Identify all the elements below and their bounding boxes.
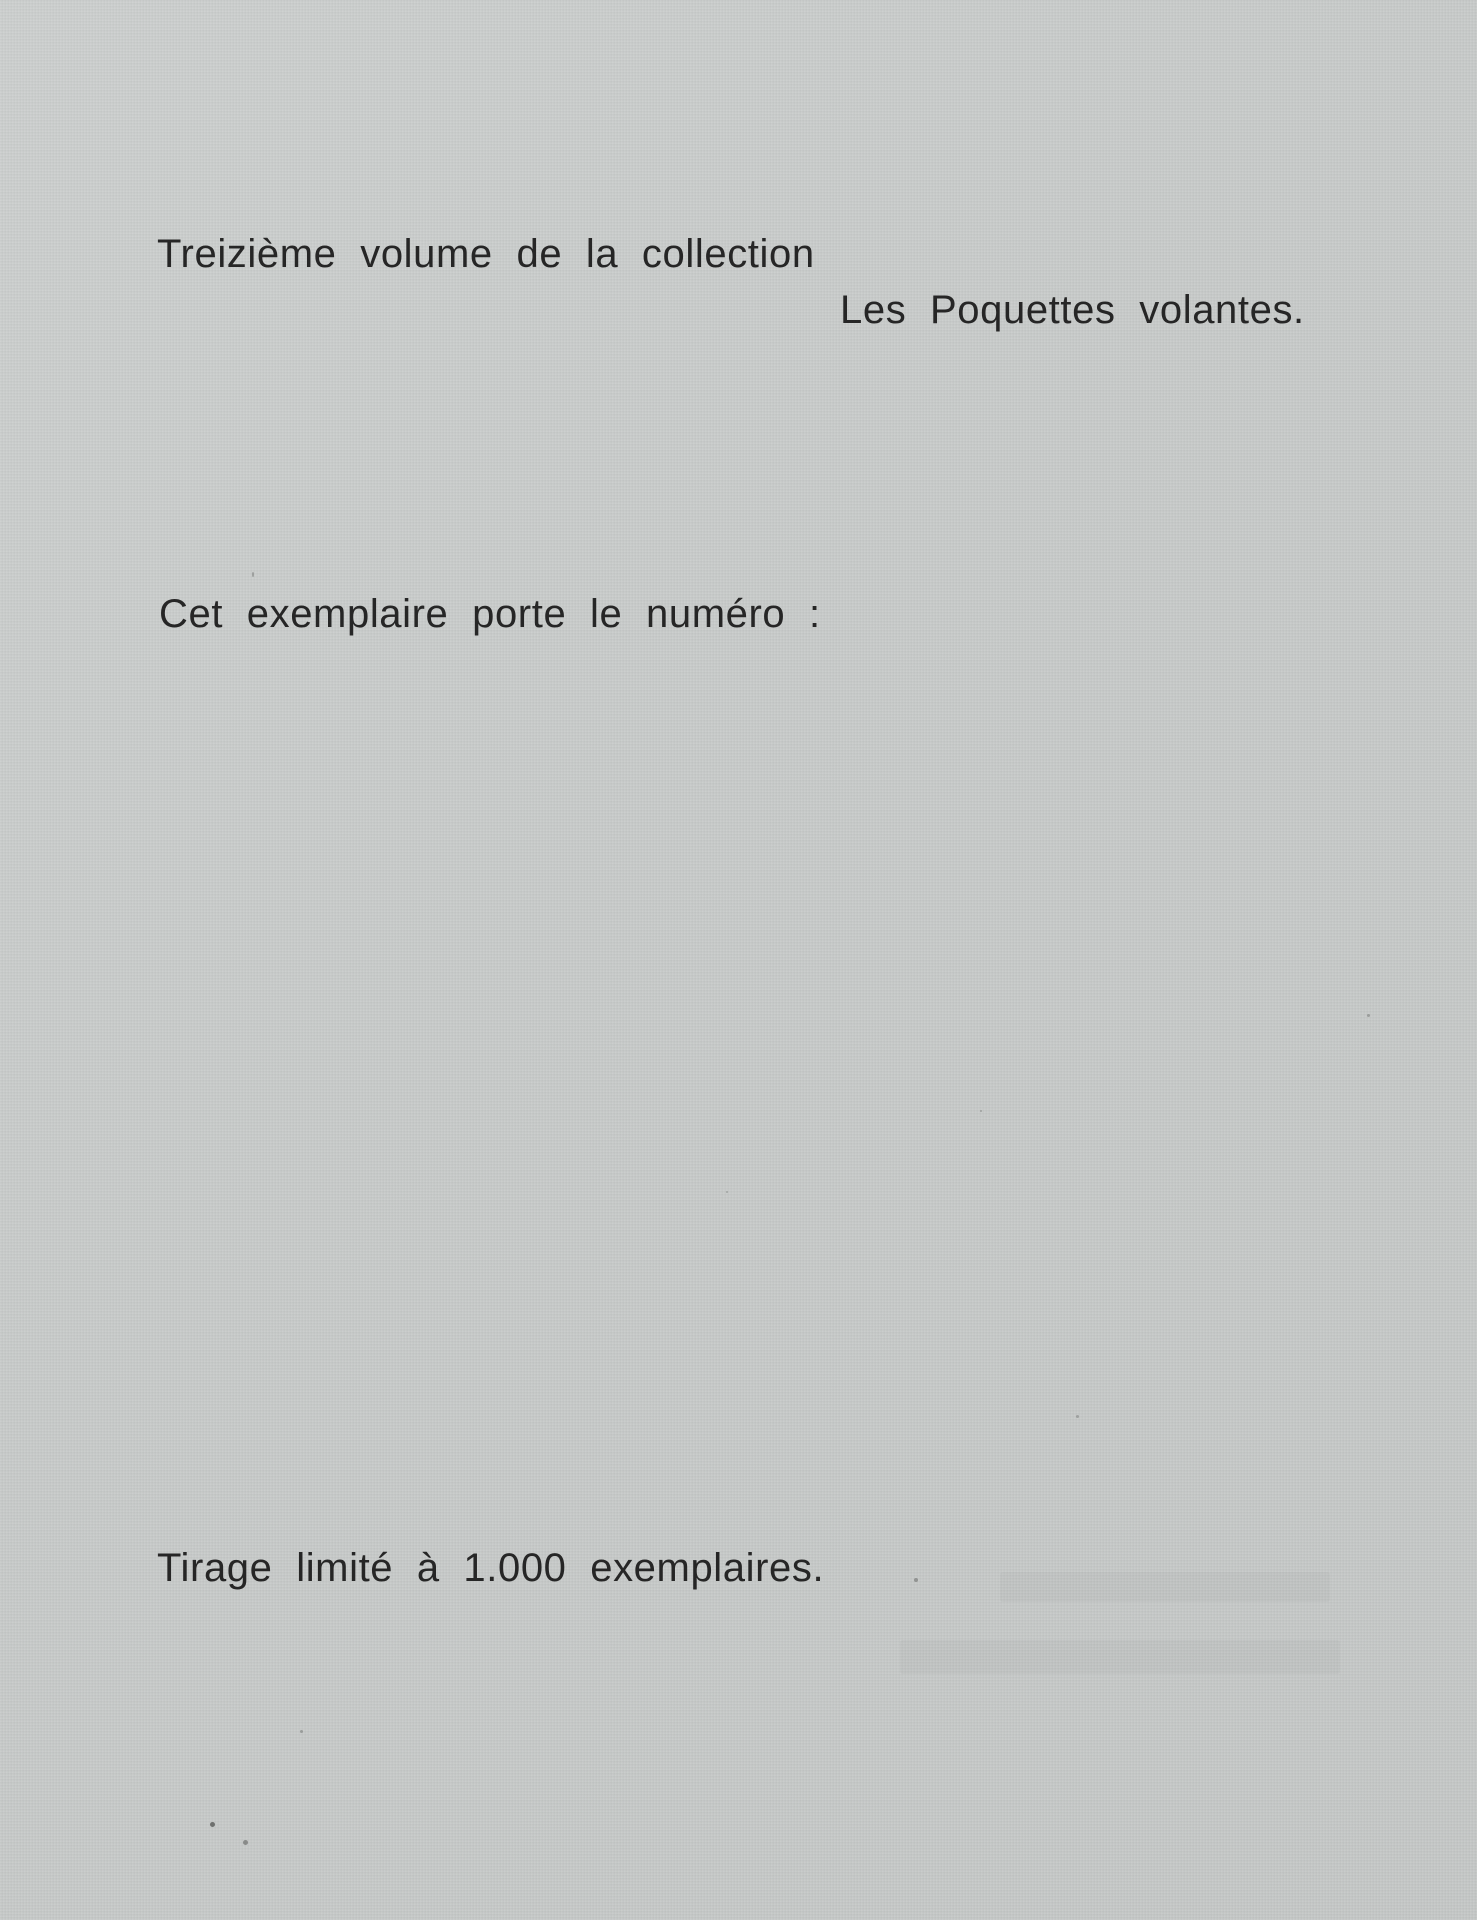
paper-speck (1367, 1014, 1370, 1017)
paper-speck (726, 1191, 728, 1193)
paper-speck (252, 572, 254, 577)
paper-speck (980, 1110, 982, 1112)
print-run-line: Tirage limité à 1.000 exemplaires. (157, 1546, 825, 1590)
paper-speck (1076, 1415, 1079, 1418)
copy-number-line: Cet exemplaire porte le numéro : (159, 592, 821, 636)
paper-speck (243, 1840, 248, 1845)
paper-speck (914, 1578, 918, 1582)
collection-name-line: Les Poquettes volantes. (840, 288, 1305, 332)
paper-speck (300, 1730, 303, 1733)
bleed-through-mark (900, 1640, 1340, 1674)
paper-speck (210, 1822, 215, 1827)
collection-volume-line: Treizième volume de la collection (157, 232, 815, 276)
bleed-through-mark (1000, 1572, 1330, 1602)
